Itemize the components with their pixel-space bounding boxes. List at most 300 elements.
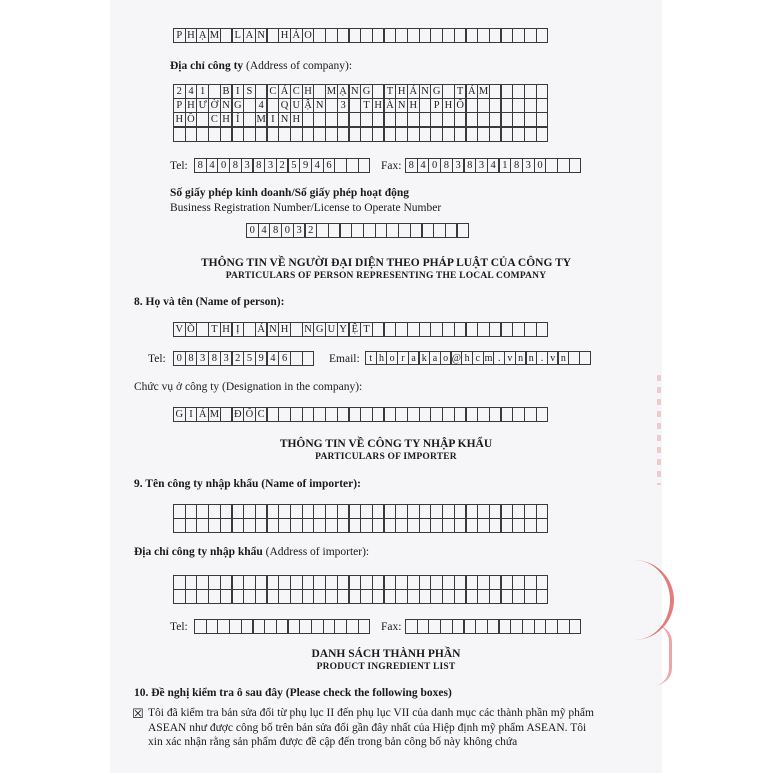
grid-cell[interactable]: S (243, 84, 256, 99)
grid-cell[interactable] (466, 322, 479, 337)
grid-cell[interactable] (325, 504, 338, 519)
grid-cell[interactable]: 3 (196, 351, 209, 366)
grid-cell[interactable]: Ờ (208, 98, 221, 113)
grid-cell[interactable] (267, 518, 280, 533)
grid-cell[interactable] (267, 28, 280, 43)
grid-cell[interactable] (395, 518, 408, 533)
grid-cell[interactable]: Ồ (185, 112, 198, 127)
grid-cell[interactable]: 9 (255, 351, 268, 366)
grid-cell[interactable]: N (349, 84, 362, 99)
grid-cell[interactable] (316, 223, 329, 238)
grid-cell[interactable] (522, 619, 535, 634)
grid-cell[interactable] (395, 112, 408, 127)
grid-cell[interactable] (243, 127, 256, 142)
grid-cell[interactable] (360, 28, 373, 43)
grid-cell[interactable]: o (440, 351, 452, 365)
grid-cell[interactable]: H (220, 322, 233, 337)
grid-cell[interactable] (232, 589, 245, 604)
grid-cell[interactable]: 8 (208, 351, 221, 366)
grid-cell[interactable] (466, 112, 479, 127)
grid-cell[interactable] (477, 589, 490, 604)
grid-cell[interactable] (407, 589, 420, 604)
grid-cell[interactable] (194, 619, 207, 634)
grid-cell[interactable]: o (386, 351, 398, 365)
grid-cell[interactable] (419, 127, 432, 142)
grid-cell[interactable] (501, 322, 514, 337)
grid-cell[interactable]: Á (466, 84, 479, 99)
grid-cell[interactable] (196, 575, 209, 590)
grid-cell[interactable] (477, 322, 490, 337)
grid-cell[interactable] (220, 575, 233, 590)
grid-cell[interactable]: Ạ (337, 84, 350, 99)
grid-cell[interactable] (232, 518, 245, 533)
grid-cell[interactable] (433, 223, 446, 238)
grid-cell[interactable] (457, 223, 470, 238)
grid-cell[interactable]: U (325, 322, 338, 337)
grid-cell[interactable] (290, 322, 303, 337)
grid-cell[interactable] (173, 504, 186, 519)
grid-cell[interactable]: n (558, 351, 570, 365)
grid-cell[interactable] (313, 84, 326, 99)
grid-cell[interactable] (405, 619, 418, 634)
grid-cell[interactable] (243, 112, 256, 127)
grid-cell[interactable] (375, 223, 388, 238)
grid-cell[interactable] (325, 127, 338, 142)
grid-cell[interactable] (290, 575, 303, 590)
grid-cell[interactable] (442, 28, 455, 43)
grid-cell[interactable] (501, 28, 514, 43)
grid-cell[interactable] (325, 112, 338, 127)
grid-cell[interactable] (489, 112, 502, 127)
grid-cell[interactable] (524, 575, 537, 590)
grid-cell[interactable] (313, 589, 326, 604)
grid-cell[interactable] (229, 619, 242, 634)
grid-cell[interactable] (220, 28, 233, 43)
grid-cell[interactable] (337, 589, 350, 604)
grid-cell[interactable]: N (313, 98, 326, 113)
grid-cell[interactable] (442, 575, 455, 590)
grid-cell[interactable]: a (408, 351, 420, 365)
grid-cell[interactable] (466, 518, 479, 533)
grid-cell[interactable]: 4 (311, 158, 324, 173)
grid-cell[interactable] (501, 575, 514, 590)
grid-cell[interactable] (489, 575, 502, 590)
grid-cell[interactable]: h (376, 351, 388, 365)
grid-cell[interactable] (384, 575, 397, 590)
grid-cell[interactable]: 9 (299, 158, 312, 173)
grid-cell[interactable] (489, 28, 502, 43)
grid-cell[interactable] (349, 407, 362, 422)
grid-cell[interactable] (499, 619, 512, 634)
grid-cell[interactable] (524, 112, 537, 127)
grid-cell[interactable]: 3 (475, 158, 488, 173)
grid-cell[interactable] (372, 504, 385, 519)
grid-cell[interactable] (569, 619, 582, 634)
grid-cell[interactable] (395, 127, 408, 142)
grid-cell[interactable]: c (472, 351, 484, 365)
grid-cell[interactable] (452, 619, 465, 634)
grid-cell[interactable] (337, 127, 350, 142)
grid-cell[interactable]: 0 (281, 223, 294, 238)
grid-cell[interactable] (349, 575, 362, 590)
grid-cell[interactable]: T (360, 322, 373, 337)
grid-cell[interactable]: Í (232, 112, 245, 127)
grid-cell[interactable] (185, 127, 198, 142)
grid-cell[interactable] (512, 575, 525, 590)
grid-cell[interactable] (454, 589, 467, 604)
grid-cell[interactable] (349, 518, 362, 533)
grid-cell[interactable]: Ạ (196, 28, 209, 43)
grid-cell[interactable]: 3 (522, 158, 535, 173)
grid-cell[interactable] (302, 351, 315, 366)
grid-cell[interactable] (430, 322, 443, 337)
grid-cell[interactable] (524, 127, 537, 142)
grid-cell[interactable]: M (209, 409, 220, 420)
grid-cell[interactable] (325, 518, 338, 533)
grid-cell[interactable] (313, 112, 326, 127)
grid-cell[interactable] (475, 619, 488, 634)
grid-cell[interactable] (196, 518, 209, 533)
grid-cell[interactable] (302, 504, 315, 519)
grid-cell[interactable] (422, 223, 435, 238)
grid-cell[interactable]: 3 (293, 223, 306, 238)
grid-cell[interactable] (372, 575, 385, 590)
grid-cell[interactable]: k (419, 351, 431, 365)
grid-cell[interactable]: U (290, 98, 303, 113)
grid-cell[interactable]: 0 (173, 351, 186, 366)
grid-cell[interactable]: Á (278, 84, 291, 99)
grid-cell[interactable] (313, 407, 326, 422)
grid-cell[interactable]: Đ (232, 407, 245, 422)
grid-cell[interactable]: r (397, 351, 409, 365)
grid-cell[interactable] (407, 407, 420, 422)
grid-cell[interactable] (419, 322, 432, 337)
grid-cell[interactable]: 2 (276, 158, 289, 173)
grid-cell[interactable] (512, 589, 525, 604)
grid-cell[interactable] (255, 589, 268, 604)
grid-cell[interactable] (428, 619, 441, 634)
grid-cell[interactable]: N (278, 112, 291, 127)
grid-cell[interactable] (255, 127, 268, 142)
grid-cell[interactable] (255, 575, 268, 590)
grid-cell[interactable] (384, 407, 397, 422)
grid-cell[interactable] (454, 112, 467, 127)
grid-cell[interactable] (185, 504, 198, 519)
grid-cell[interactable]: Ố (454, 98, 467, 113)
grid-cell[interactable] (334, 158, 347, 173)
grid-cell[interactable]: v (547, 351, 559, 365)
grid-cell[interactable] (430, 589, 443, 604)
grid-cell[interactable] (208, 127, 221, 142)
grid-cell[interactable] (384, 28, 397, 43)
grid-cell[interactable]: H (185, 98, 198, 113)
grid-cell[interactable] (466, 98, 479, 113)
grid-cell[interactable] (349, 504, 362, 519)
grid-cell[interactable] (524, 518, 537, 533)
grid-cell[interactable] (243, 322, 256, 337)
grid-cell[interactable]: 4 (185, 84, 198, 99)
grid-cell[interactable]: A (243, 28, 256, 43)
grid-cell[interactable] (358, 619, 371, 634)
grid-cell[interactable] (349, 98, 362, 113)
grid-cell[interactable]: N (395, 98, 408, 113)
grid-cell[interactable] (545, 619, 558, 634)
grid-cell[interactable] (524, 504, 537, 519)
grid-cell[interactable]: 8 (194, 158, 207, 173)
grid-cell[interactable] (419, 407, 432, 422)
grid-cell[interactable] (489, 504, 502, 519)
grid-cell[interactable]: . (536, 351, 548, 365)
grid-cell[interactable] (536, 518, 549, 533)
grid-cell[interactable] (384, 127, 397, 142)
grid-cell[interactable]: 8 (405, 158, 418, 173)
grid-cell[interactable] (334, 619, 347, 634)
grid-cell[interactable]: 3 (452, 158, 465, 173)
grid-cell[interactable] (372, 589, 385, 604)
grid-cell[interactable] (407, 575, 420, 590)
grid-cell[interactable]: 0 (246, 223, 259, 238)
grid-cell[interactable] (442, 589, 455, 604)
grid-cell[interactable] (267, 407, 280, 422)
grid-cell[interactable] (419, 112, 432, 127)
grid-cell[interactable] (454, 518, 467, 533)
grid-cell[interactable] (243, 575, 256, 590)
grid-cell[interactable] (196, 127, 209, 142)
grid-cell[interactable] (253, 619, 266, 634)
grid-cell[interactable] (349, 112, 362, 127)
grid-cell[interactable] (243, 589, 256, 604)
grid-cell[interactable] (407, 112, 420, 127)
grid-cell[interactable]: 2 (232, 351, 245, 366)
grid-cell[interactable] (464, 619, 477, 634)
grid-cell[interactable]: G (173, 407, 186, 422)
grid-cell[interactable]: M (256, 114, 266, 126)
grid-cell[interactable]: v (504, 351, 516, 365)
grid-cell[interactable]: 8 (440, 158, 453, 173)
grid-cell[interactable] (208, 518, 221, 533)
grid-cell[interactable] (243, 518, 256, 533)
grid-cell[interactable] (267, 98, 280, 113)
grid-cell[interactable] (278, 504, 291, 519)
grid-cell[interactable] (477, 112, 490, 127)
grid-cell[interactable]: T (360, 98, 373, 113)
grid-cell[interactable]: P (173, 28, 186, 43)
grid-cell[interactable] (185, 518, 198, 533)
grid-cell[interactable]: 4 (417, 158, 430, 173)
grid-cell[interactable]: 4 (206, 158, 219, 173)
grid-cell[interactable] (395, 407, 408, 422)
grid-cell[interactable] (290, 504, 303, 519)
grid-cell[interactable] (512, 322, 525, 337)
grid-cell[interactable] (489, 518, 502, 533)
grid-cell[interactable]: G (430, 84, 443, 99)
grid-cell[interactable] (325, 98, 338, 113)
grid-cell[interactable] (217, 619, 230, 634)
grid-cell[interactable] (278, 127, 291, 142)
grid-cell[interactable] (196, 589, 209, 604)
grid-cell[interactable] (302, 518, 315, 533)
grid-cell[interactable] (384, 518, 397, 533)
grid-cell[interactable]: 8 (510, 158, 523, 173)
grid-cell[interactable]: Ệ (349, 322, 362, 337)
grid-cell[interactable] (419, 28, 432, 43)
grid-cell[interactable] (536, 589, 549, 604)
grid-cell[interactable] (372, 518, 385, 533)
grid-cell[interactable] (337, 504, 350, 519)
grid-cell[interactable] (524, 322, 537, 337)
grid-cell[interactable] (501, 84, 514, 99)
grid-cell[interactable] (512, 127, 525, 142)
grid-cell[interactable]: Ư (196, 98, 209, 113)
grid-cell[interactable]: I (232, 84, 245, 99)
grid-cell[interactable]: 8 (253, 158, 266, 173)
grid-cell[interactable]: P (430, 98, 443, 113)
grid-cell[interactable] (302, 575, 315, 590)
grid-cell[interactable]: Ố (243, 407, 256, 422)
grid-cell[interactable] (501, 589, 514, 604)
grid-cell[interactable] (454, 575, 467, 590)
grid-cell[interactable] (430, 575, 443, 590)
grid-cell[interactable] (440, 619, 453, 634)
grid-cell[interactable]: T (384, 84, 397, 99)
grid-cell[interactable] (313, 127, 326, 142)
grid-cell[interactable] (372, 127, 385, 142)
grid-cell[interactable] (536, 112, 549, 127)
grid-cell[interactable]: G (313, 322, 326, 337)
grid-cell[interactable]: 4 (255, 98, 268, 113)
grid-cell[interactable] (349, 127, 362, 142)
grid-cell[interactable] (477, 28, 490, 43)
grid-cell[interactable] (430, 518, 443, 533)
grid-cell[interactable] (360, 504, 373, 519)
grid-cell[interactable]: Q (278, 98, 291, 113)
grid-cell[interactable]: M (209, 30, 220, 41)
grid-cell[interactable] (512, 28, 525, 43)
grid-cell[interactable]: 4 (258, 223, 271, 238)
grid-cell[interactable] (512, 518, 525, 533)
grid-cell[interactable]: M (326, 86, 337, 97)
grid-cell[interactable] (220, 504, 233, 519)
grid-cell[interactable]: N (267, 322, 280, 337)
grid-cell[interactable] (290, 351, 303, 366)
grid-cell[interactable]: H (185, 28, 198, 43)
grid-cell[interactable] (278, 518, 291, 533)
grid-cell[interactable] (358, 158, 371, 173)
grid-cell[interactable] (173, 518, 186, 533)
grid-cell[interactable] (372, 112, 385, 127)
grid-cell[interactable] (267, 589, 280, 604)
grid-cell[interactable] (419, 589, 432, 604)
grid-cell[interactable]: Á (407, 84, 420, 99)
grid-cell[interactable]: C (255, 407, 268, 422)
grid-cell[interactable]: O (302, 28, 315, 43)
grid-cell[interactable]: m (484, 353, 493, 364)
grid-cell[interactable] (407, 518, 420, 533)
grid-cell[interactable] (407, 322, 420, 337)
grid-cell[interactable] (430, 407, 443, 422)
grid-cell[interactable] (407, 504, 420, 519)
grid-cell[interactable] (454, 127, 467, 142)
grid-cell[interactable] (395, 504, 408, 519)
grid-cell[interactable]: H (290, 112, 303, 127)
grid-cell[interactable]: 8 (269, 223, 282, 238)
grid-cell[interactable] (501, 518, 514, 533)
grid-cell[interactable] (267, 127, 280, 142)
grid-cell[interactable]: H (442, 98, 455, 113)
grid-cell[interactable] (278, 575, 291, 590)
grid-cell[interactable] (243, 98, 256, 113)
grid-cell[interactable] (208, 589, 221, 604)
grid-cell[interactable]: 3 (337, 98, 350, 113)
grid-cell[interactable] (386, 223, 399, 238)
grid-cell[interactable]: N (302, 322, 315, 337)
grid-cell[interactable]: . (493, 351, 505, 365)
grid-cell[interactable] (302, 112, 315, 127)
grid-cell[interactable] (536, 504, 549, 519)
grid-cell[interactable] (267, 575, 280, 590)
grid-cell[interactable] (232, 575, 245, 590)
grid-cell[interactable] (524, 98, 537, 113)
grid-cell[interactable]: @ (451, 353, 461, 364)
grid-cell[interactable] (311, 619, 324, 634)
grid-cell[interactable] (410, 223, 423, 238)
grid-cell[interactable]: 5 (243, 351, 256, 366)
grid-cell[interactable]: H (278, 322, 291, 337)
grid-cell[interactable] (466, 589, 479, 604)
grid-cell[interactable] (489, 84, 502, 99)
grid-cell[interactable] (398, 223, 411, 238)
grid-cell[interactable] (395, 322, 408, 337)
grid-cell[interactable] (372, 28, 385, 43)
grid-cell[interactable]: 6 (323, 158, 336, 173)
grid-cell[interactable]: t (365, 351, 377, 365)
grid-cell[interactable] (325, 575, 338, 590)
grid-cell[interactable] (384, 504, 397, 519)
grid-cell[interactable]: 5 (288, 158, 301, 173)
grid-cell[interactable] (384, 112, 397, 127)
grid-cell[interactable] (349, 589, 362, 604)
grid-cell[interactable] (185, 575, 198, 590)
grid-cell[interactable] (173, 589, 186, 604)
grid-cell[interactable]: N (419, 84, 432, 99)
grid-cell[interactable] (501, 127, 514, 142)
grid-cell[interactable] (512, 407, 525, 422)
grid-cell[interactable] (454, 407, 467, 422)
grid-cell[interactable]: 4 (267, 351, 280, 366)
grid-cell[interactable]: C (290, 84, 303, 99)
grid-cell[interactable] (524, 84, 537, 99)
grid-cell[interactable] (536, 575, 549, 590)
grid-cell[interactable] (290, 518, 303, 533)
grid-cell[interactable]: M (478, 86, 489, 97)
grid-cell[interactable]: H (278, 28, 291, 43)
grid-cell[interactable] (477, 127, 490, 142)
grid-cell[interactable] (489, 127, 502, 142)
grid-cell[interactable]: 0 (217, 158, 230, 173)
grid-cell[interactable] (442, 407, 455, 422)
grid-cell[interactable] (363, 223, 376, 238)
grid-cell[interactable] (545, 158, 558, 173)
grid-cell[interactable] (340, 223, 353, 238)
grid-cell[interactable] (557, 158, 570, 173)
grid-cell[interactable]: 0 (534, 158, 547, 173)
grid-cell[interactable] (206, 619, 219, 634)
grid-cell[interactable] (524, 407, 537, 422)
grid-cell[interactable] (466, 575, 479, 590)
grid-cell[interactable]: Ả (290, 28, 303, 43)
grid-cell[interactable]: 2 (173, 84, 186, 99)
grid-cell[interactable] (557, 619, 570, 634)
